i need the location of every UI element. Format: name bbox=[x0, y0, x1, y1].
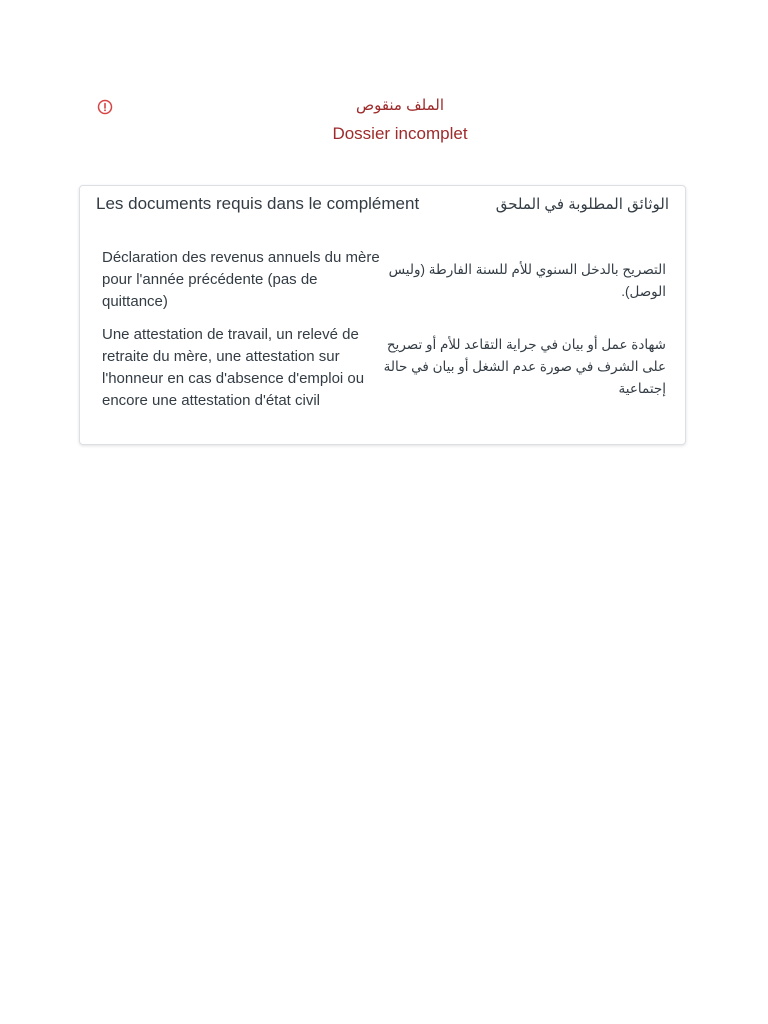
status-title-french: Dossier incomplet bbox=[332, 124, 468, 143]
document-label-french: Déclaration des revenus annuels du mère pour l'année précédente (pas de quittance) bbox=[102, 249, 380, 310]
document-label-arabic: شهادة عمل أو بيان في جراية التقاعد للأم أو تصريح على الشرف في صورة عدم الشغل أو بيان في حالة إجتماعية bbox=[383, 337, 666, 396]
status-header bbox=[0, 92, 768, 152]
document-label-french: Une attestation de travail, un relevé de retraite du mère, une attestation sur l'honneur en cas d'absence d'emploi ou encore une attestation d'état civil bbox=[102, 326, 365, 409]
document-label-arabic: التصريح بالدخل السنوي للأم للسنة الفارطة (وليس الوصل). bbox=[388, 262, 666, 299]
required-documents-card bbox=[79, 185, 686, 445]
card-header-french: Les documents requis dans le complément bbox=[96, 194, 420, 213]
status-title-arabic: الملف منقوص bbox=[355, 97, 445, 114]
card-header-arabic: الوثائق المطلوبة في الملحق bbox=[495, 196, 669, 213]
